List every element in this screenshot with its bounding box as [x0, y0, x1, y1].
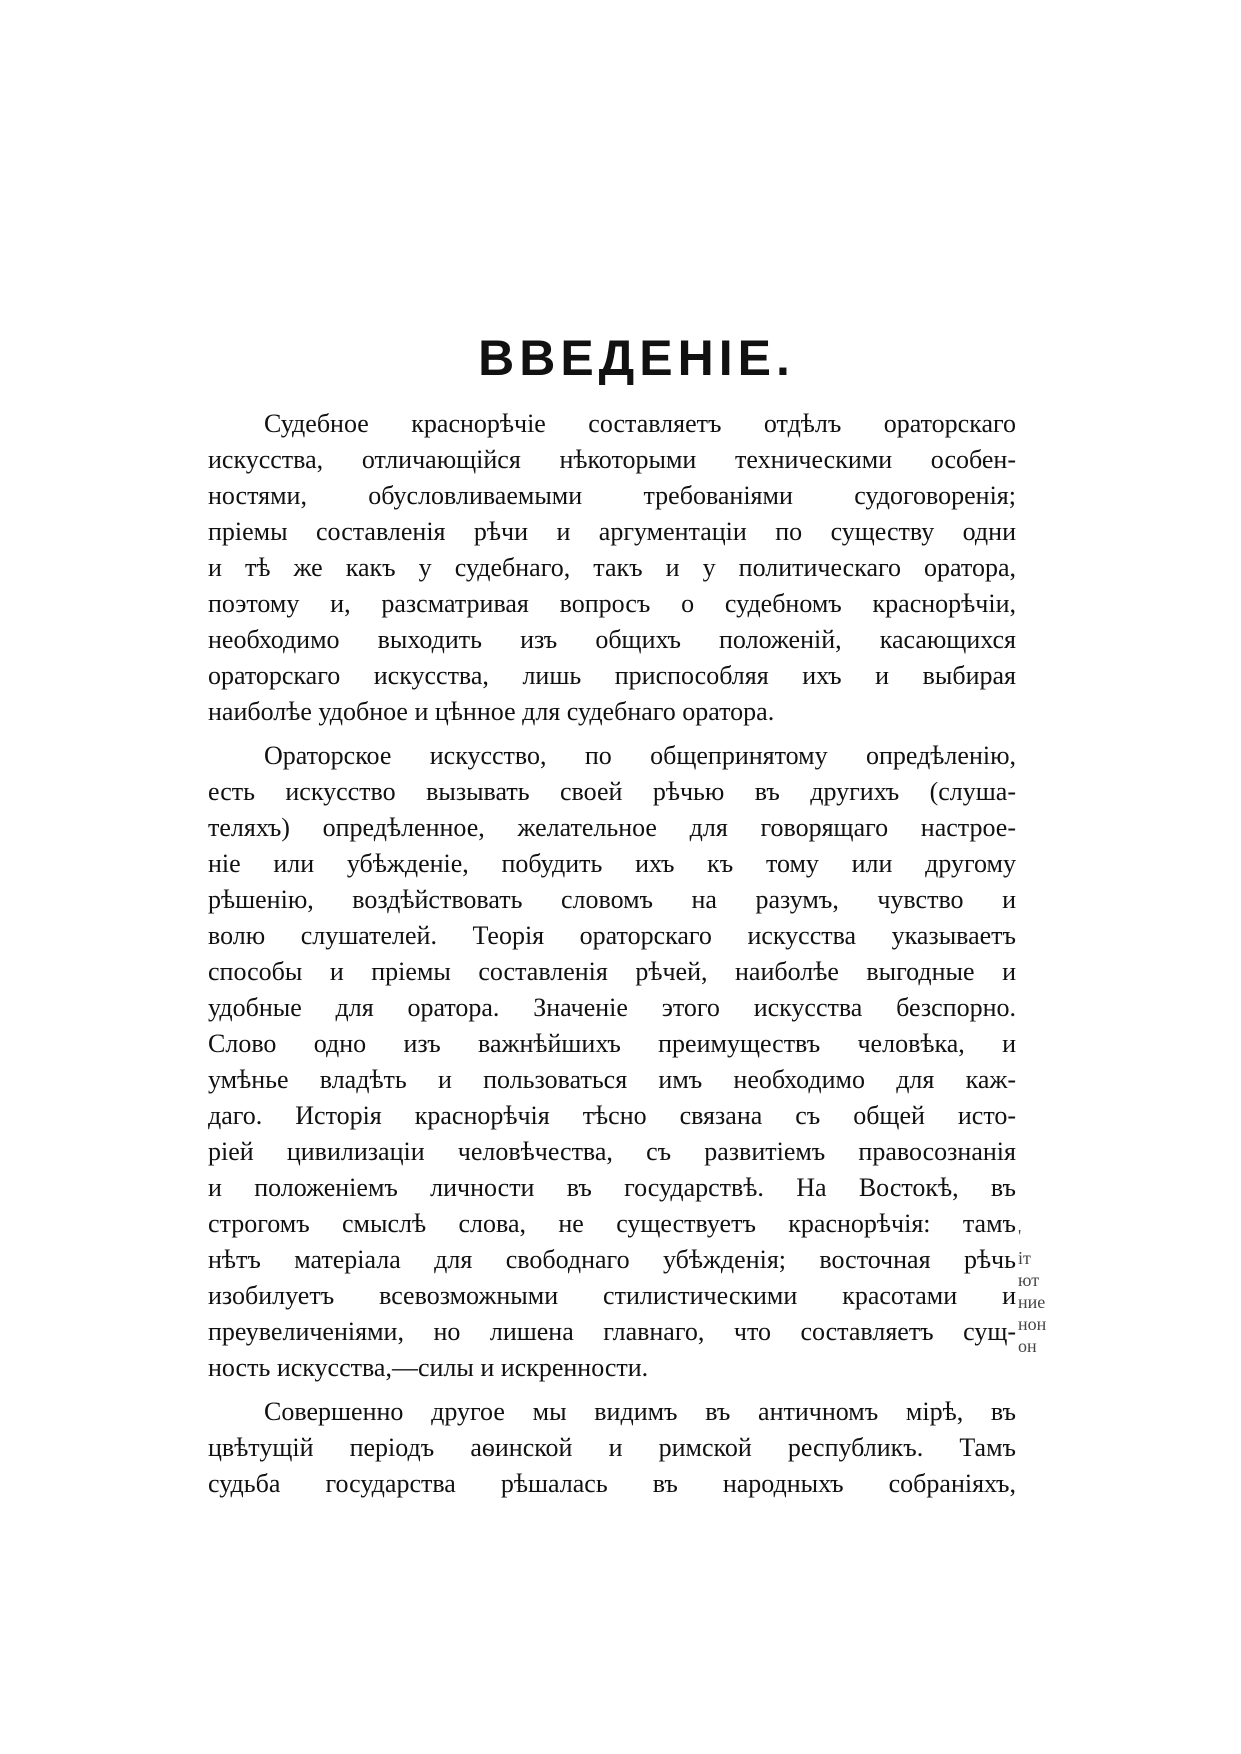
margin-mark: ют [1018, 1270, 1040, 1290]
margin-mark: он [1018, 1336, 1037, 1356]
text-line: наиболѣе удобное и цѣнное для судебнаго оратора. [208, 697, 775, 726]
text-line: способы и пріемы составленія рѣчей, наиболѣе выгодные и [208, 957, 1016, 986]
text-line: ріей цивилизаціи человѣчества, съ развитіемъ правосознанія [208, 1137, 1016, 1166]
text-line: нѣтъ матеріала для свободнаго убѣжденія; восточная рѣчь [208, 1245, 1016, 1274]
text-line: пріемы составленія рѣчи и аргументаціи по существу одни [208, 517, 1016, 546]
text-line: цвѣтущій періодъ аѳинской и римской республикъ. Тамъ [208, 1433, 1016, 1462]
text-line: умѣнье владѣть и пользоваться имъ необходимо для каж- [208, 1065, 1016, 1094]
text-line: судьба государства рѣшалась въ народныхъ собраніяхъ, [208, 1469, 1016, 1498]
margin-mark: іт [1018, 1248, 1031, 1268]
margin-mark: ' [1018, 1226, 1022, 1246]
margin-bleed-text [1018, 1225, 1058, 1357]
text-line: рѣшенію, воздѣйствовать словомъ на разумъ, чувство и [208, 885, 1016, 914]
text-line: строгомъ смыслѣ слова, не существуетъ краснорѣчія: тамъ [208, 1209, 1016, 1238]
text-line: поэтому и, разсматривая вопросъ о судебномъ краснорѣчіи, [208, 589, 1016, 618]
text-line: преувеличеніями, но лишена главнаго, что составляетъ сущ- [208, 1317, 1016, 1346]
margin-mark: нон [1018, 1314, 1047, 1334]
page-title: ВВЕДЕНІЕ. [478, 330, 795, 386]
text-line: ораторскаго искусства, лишь приспособляя ихъ и выбирая [208, 661, 1016, 690]
text-line: ность искусства,—силы и искренности. [208, 1353, 649, 1382]
text-line: Совершенно другое мы видимъ въ античномъ мірѣ, въ [264, 1397, 1016, 1426]
body-text [208, 406, 1016, 1502]
text-line: ностями, обусловливаемыми требованіями судоговоренія; [208, 481, 1016, 510]
text-line: волю слушателей. Теорія ораторскаго искусства указываетъ [208, 921, 1016, 950]
paragraph-gap [208, 1386, 1016, 1394]
text-line: Слово одно изъ важнѣйшихъ преимуществъ человѣка, и [208, 1029, 1016, 1058]
text-line: искусства, отличающійся нѣкоторыми техническими особен- [208, 445, 1016, 474]
text-line: есть искусство вызывать своей рѣчью въ другихъ (слуша- [208, 777, 1016, 806]
paragraph-gap [208, 730, 1016, 738]
text-line: ніе или убѣжденіе, побудить ихъ къ тому или другому [208, 849, 1016, 878]
text-line: необходимо выходить изъ общихъ положеній, касающихся [208, 625, 1016, 654]
text-line: Судебное краснорѣчіе составляетъ отдѣлъ ораторскаго [264, 409, 1016, 438]
text-line: даго. Исторія краснорѣчія тѣсно связана съ общей исто- [208, 1101, 1016, 1130]
margin-mark: ние [1018, 1292, 1046, 1312]
text-line: и тѣ же какъ у судебнаго, такъ и у политическаго оратора, [208, 553, 1016, 582]
text-line: удобные для оратора. Значеніе этого искусства безспорно. [208, 993, 1016, 1022]
text-line: теляхъ) опредѣленное, желательное для говорящаго настрое- [208, 813, 1016, 842]
text-line: Ораторское искусство, по общепринятому опредѣленію, [264, 741, 1016, 770]
text-line: изобилуетъ всевозможными стилистическими красотами и [208, 1281, 1016, 1310]
text-line: и положеніемъ личности въ государствѣ. На Востокѣ, въ [208, 1173, 1016, 1202]
